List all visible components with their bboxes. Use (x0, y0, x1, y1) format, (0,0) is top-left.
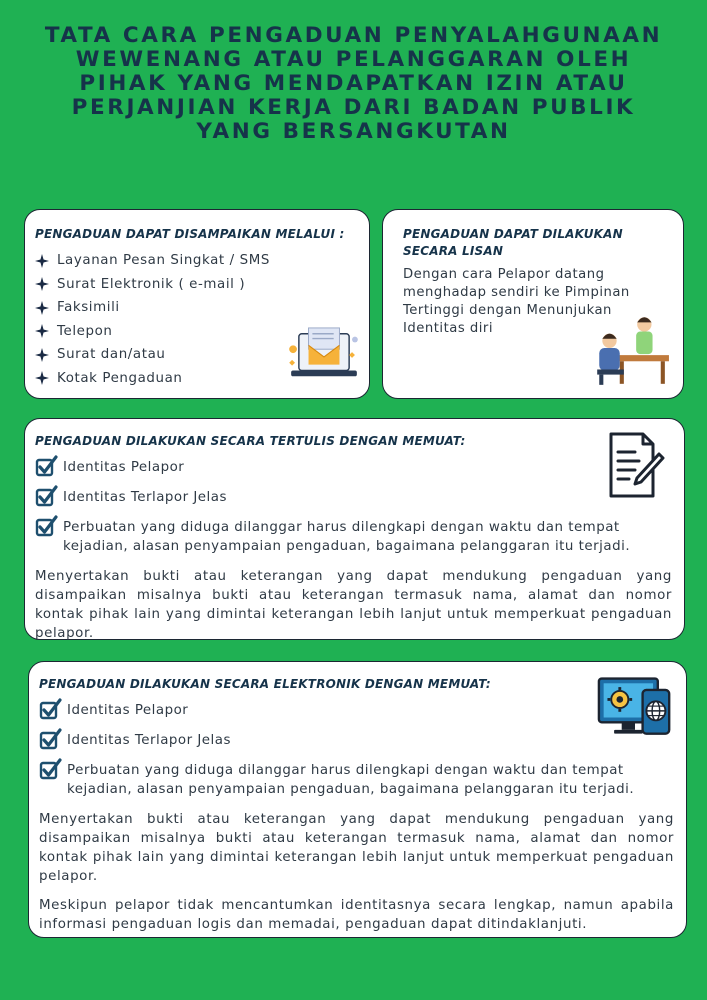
email-laptop-icon (285, 326, 363, 384)
card-written-heading: PENGADUAN DILAKUKAN SECARA TERTULIS DENGAN MEMUAT: (35, 434, 466, 448)
card-oral (382, 209, 684, 399)
list-item: Kotak Pengaduan (35, 367, 357, 391)
list-item: Perbuatan yang diduga dilanggar harus dilengkapi dengan waktu dan tempat kejadian, alasan penyampaian pengaduan, bagaimana pelanggaran itu terjadi. (39, 761, 674, 799)
list-item: Surat Elektronik ( e-mail ) (35, 273, 357, 297)
page-title: TATA CARA PENGADUAN PENYALAHGUNAAN WEWENANG ATAU PELANGGARAN OLEH PIHAK YANG MENDAPATKAN IZIN ATAU PERJANJIAN KERJA DARI BADAN PUBLIK YANG BERSANGKUTAN (44, 23, 663, 144)
card-channels-heading: PENGADUAN DAPAT DISAMPAIKAN MELALUI : (35, 227, 345, 241)
star-bullet-icon (35, 301, 49, 315)
star-bullet-icon (35, 371, 49, 385)
card-electronic (28, 661, 687, 938)
list-item: Layanan Pesan Singkat / SMS (35, 249, 357, 273)
list-item: Perbuatan yang diduga dilanggar harus dilengkapi dengan waktu dan tempat kejadian, alasan penyampaian pengaduan, bagaimana pelanggaran itu terjadi. (35, 518, 672, 556)
checkbox-icon (39, 728, 63, 752)
star-bullet-icon (35, 348, 49, 362)
electronic-paragraph-2: Meskipun pelapor tidak mencantumkan identitasnya secara lengkap, namun apabila informasi pengaduan logis dan memadai, pengaduan dapat ditindaklanjuti. (39, 898, 674, 932)
written-paragraph: Menyertakan bukti atau keterangan yang dapat mendukung pengaduan yang disampaikan misalnya bukti atau keterangan termasuk nama, alamat dan nomor kontak pihak lain yang dimintai keterangan lebih lanjut untuk memperkuat pengaduan pelapor. (35, 569, 672, 641)
card-channels (24, 209, 370, 399)
list-item: Telepon (35, 320, 357, 344)
star-bullet-icon (35, 324, 49, 338)
checkbox-icon (39, 758, 63, 782)
checkbox-icon (39, 698, 63, 722)
card-oral-heading: PENGADUAN DAPAT DILAKUKAN SECARA LISAN (403, 227, 623, 258)
list-item: Identitas Terlapor Jelas (39, 731, 674, 752)
monitor-globe-gear-icon (597, 676, 673, 740)
checkbox-icon (35, 485, 59, 509)
card-oral-body: Dengan cara Pelapor datang menghadap sendiri ke Pimpinan Tertinggi dengan Menunjukan Identitas diri (403, 267, 630, 336)
people-meeting-icon (589, 314, 671, 386)
written-checklist (35, 458, 672, 556)
list-item: Identitas Pelapor (39, 701, 674, 722)
document-pen-icon (605, 429, 665, 501)
card-electronic-heading: PENGADUAN DILAKUKAN SECARA ELEKTRONIK DENGAN MEMUAT: (39, 677, 491, 691)
card-written (24, 418, 685, 640)
checkbox-icon (35, 515, 59, 539)
list-item: Identitas Pelapor (35, 458, 672, 479)
electronic-checklist (39, 701, 674, 799)
list-item: Surat dan/atau (35, 343, 357, 367)
list-item: Identitas Terlapor Jelas (35, 488, 672, 509)
checkbox-icon (35, 455, 59, 479)
list-item: Faksimili (35, 296, 357, 320)
star-bullet-icon (35, 254, 49, 268)
star-bullet-icon (35, 277, 49, 291)
electronic-paragraph-1: Menyertakan bukti atau keterangan yang dapat mendukung pengaduan yang disampaikan misalnya bukti atau keterangan termasuk nama, alamat dan nomor kontak pihak lain yang dimintai keterangan lebih lanjut untuk memperkuat pengaduan pelapor. (39, 812, 674, 884)
